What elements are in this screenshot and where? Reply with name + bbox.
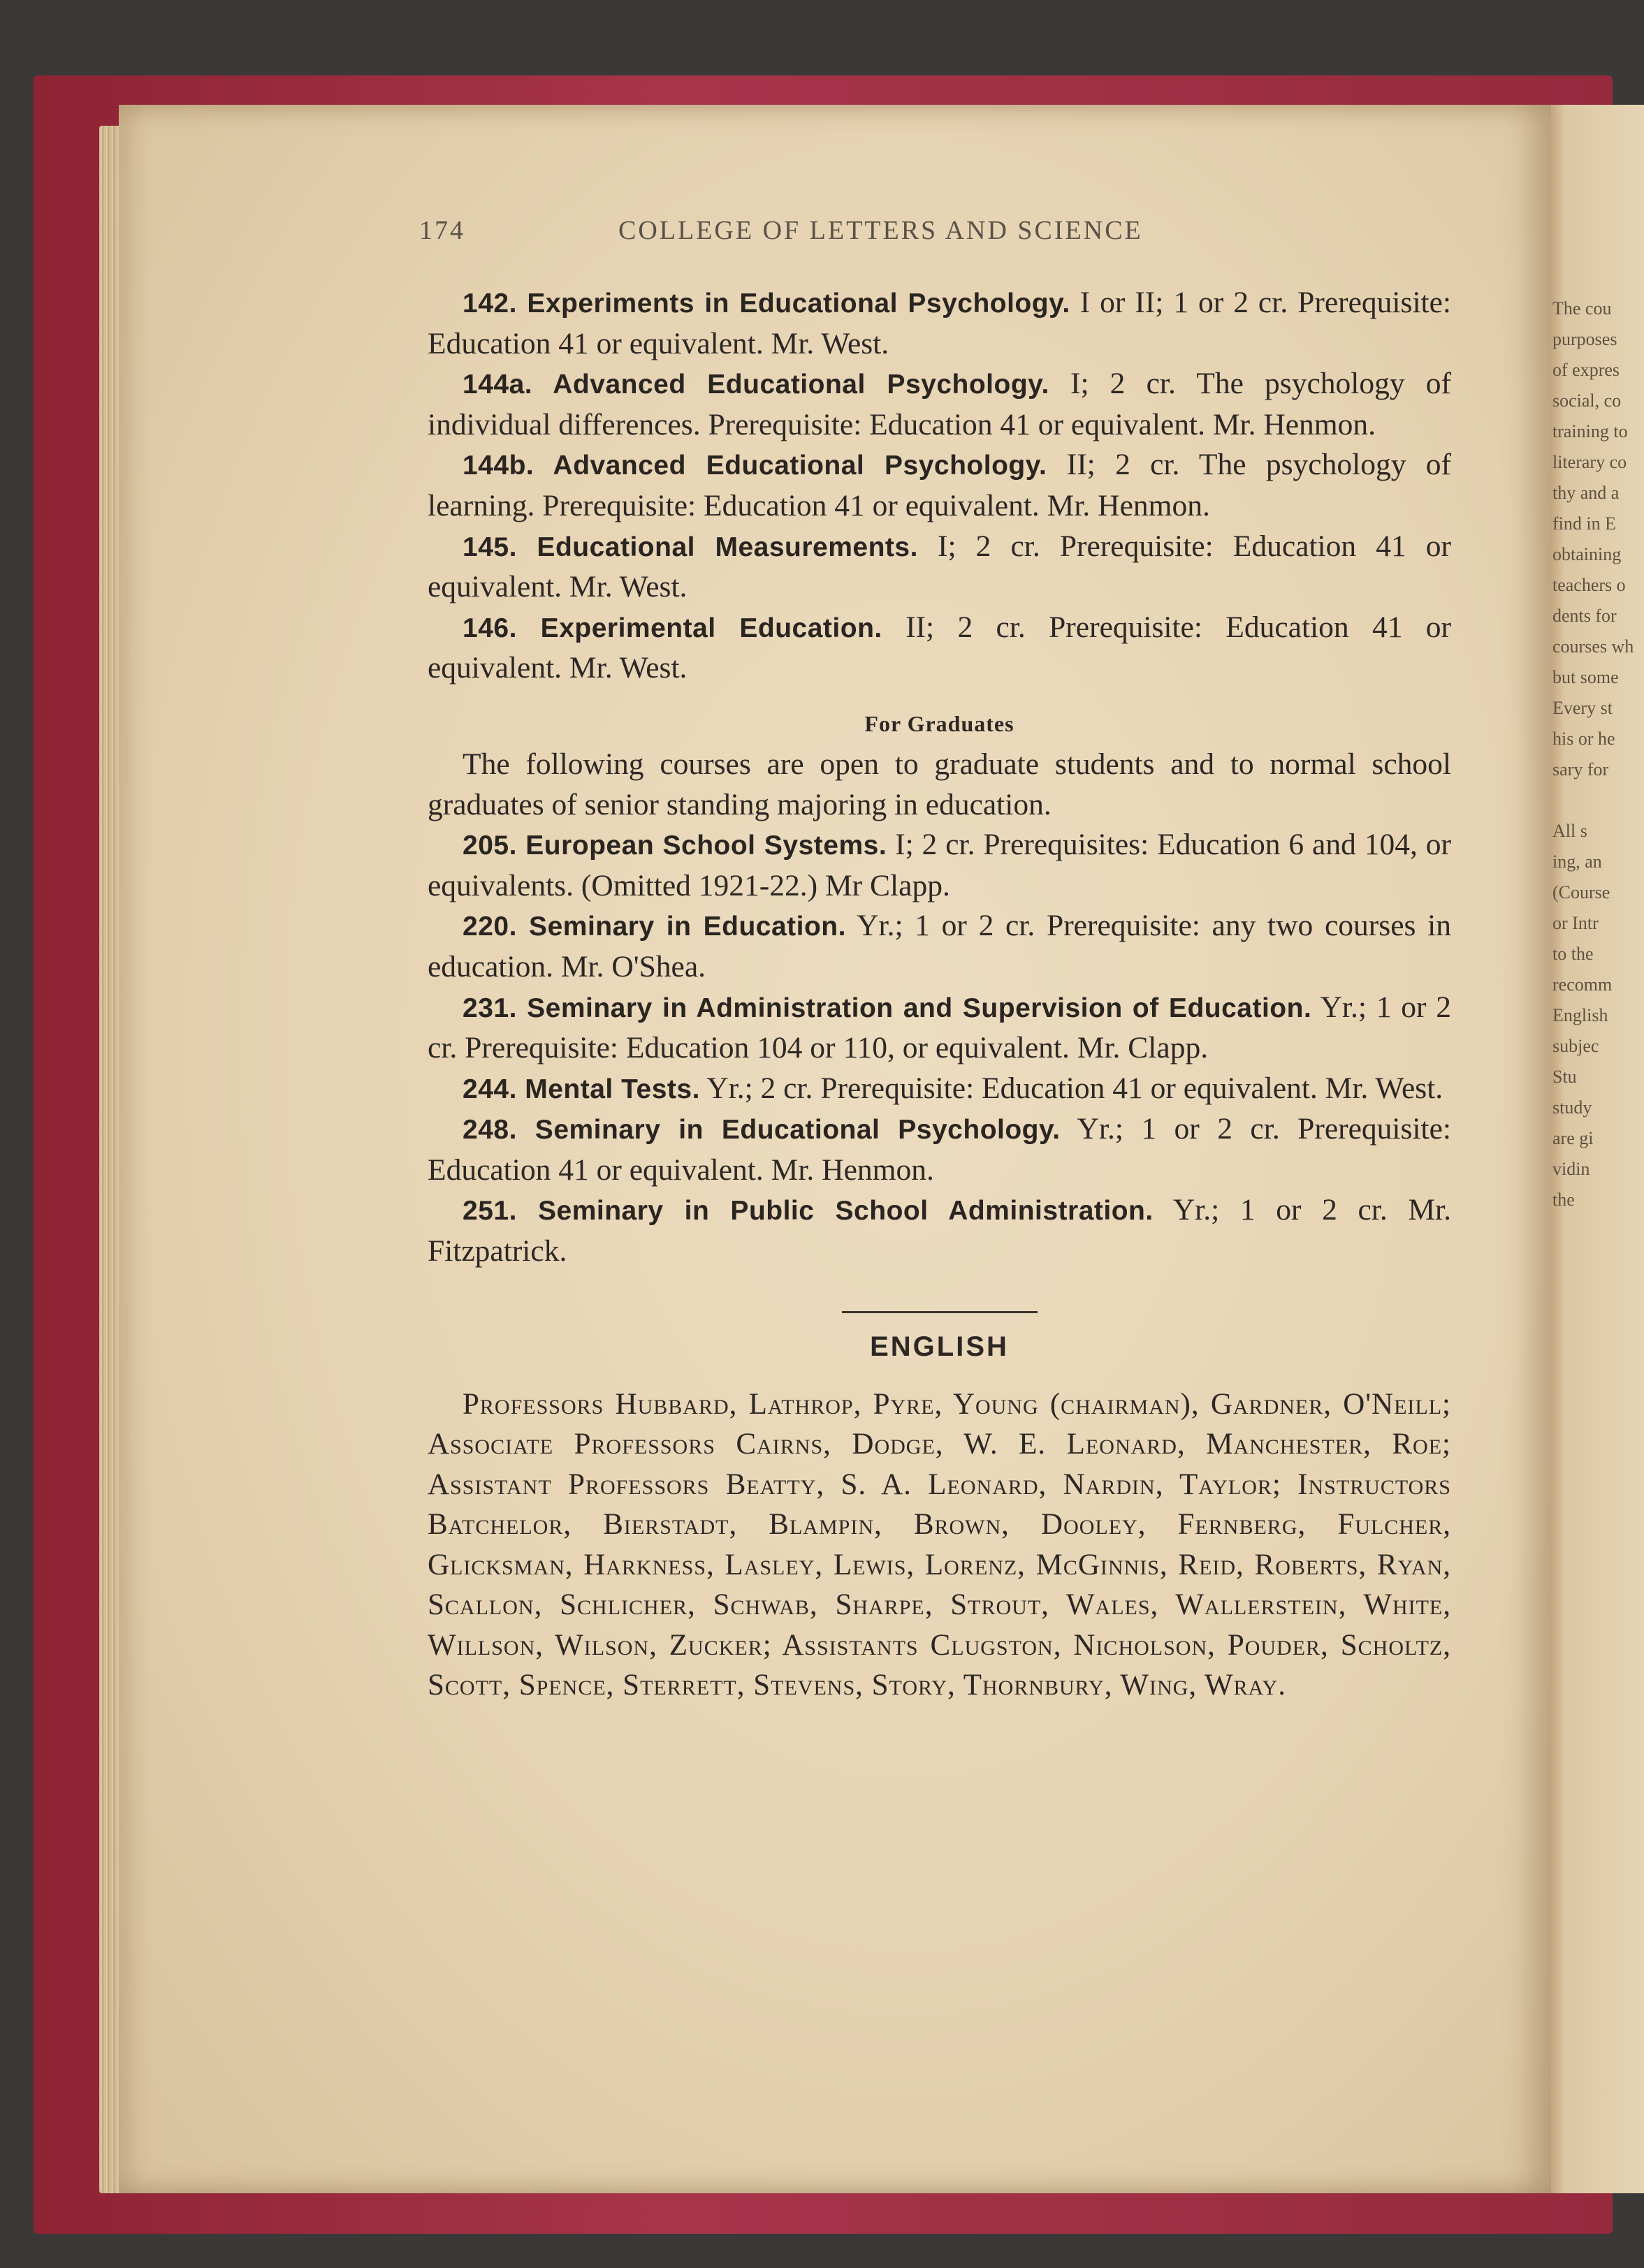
graduates-heading: For Graduates xyxy=(864,710,1014,736)
facing-page-line: Every st xyxy=(1552,698,1613,718)
course-description: Yr.; 1 or 2 cr. Prerequisite: Education 41 or equivalent. Mr. Henmon. xyxy=(428,1112,1451,1187)
facing-page-line: of expres xyxy=(1552,360,1620,380)
course-entry xyxy=(428,364,1451,445)
facing-page-line: All s xyxy=(1552,821,1587,841)
course-entry xyxy=(428,283,1451,364)
course-entry xyxy=(428,1190,1451,1271)
course-description: Yr.; 2 cr. Prerequisite: Education 41 or equivalent. Mr. West. xyxy=(706,1071,1443,1105)
section-divider xyxy=(842,1311,1038,1313)
course-title: 144b. Advanced Educational Psychology. xyxy=(463,451,1047,481)
facing-page-line: recomm xyxy=(1552,974,1613,995)
running-head xyxy=(419,215,1453,251)
course-entry xyxy=(428,988,1451,1069)
facing-page-line: courses wh xyxy=(1552,636,1634,657)
course-description: Yr.; 1 or 2 cr. Mr. Fitzpatrick. xyxy=(428,1193,1452,1268)
course-title: 146. Experimental Education. xyxy=(463,613,882,643)
course-entry xyxy=(428,608,1451,689)
facing-page-line: dents for xyxy=(1552,606,1617,626)
facing-page-line: but some xyxy=(1552,667,1619,687)
course-title: 205. European School Systems. xyxy=(463,831,887,861)
course-entry xyxy=(428,1109,1451,1190)
graduates-intro: The following courses are open to graduate students and to normal school graduates of senior standing majoring in education. xyxy=(428,747,1451,821)
course-description: I or II; 1 or 2 cr. Prerequisite: Education 41 or equivalent. Mr. West. xyxy=(428,286,1452,360)
facing-page-line: (Course xyxy=(1552,882,1610,902)
course-description: II; 2 cr. Prerequisite: Education 41 or equivalent. Mr. West. xyxy=(428,610,1451,685)
facing-page-line: purposes xyxy=(1552,329,1617,349)
facing-page-line: training to xyxy=(1552,421,1628,441)
course-title: 144a. Advanced Educational Psychology. xyxy=(463,370,1049,400)
course-entry xyxy=(428,906,1451,987)
course-entry xyxy=(428,445,1451,526)
course-entry xyxy=(428,527,1451,608)
course-description: II; 2 cr. The psychology of learning. Prerequisite: Education 41 or equivalent. Mr. Henmon. xyxy=(428,448,1452,522)
facing-page-line: the xyxy=(1552,1190,1575,1210)
facing-page-line: vidin xyxy=(1552,1159,1590,1179)
course-title: 251. Seminary in Public School Administration. xyxy=(463,1196,1154,1227)
facing-page-line: thy and a xyxy=(1552,483,1620,503)
facing-page-text xyxy=(1552,293,1644,1970)
facing-page-line: literary co xyxy=(1552,452,1627,472)
course-title: 142. Experiments in Educational Psychology. xyxy=(463,288,1070,319)
facing-page-line: ing, an xyxy=(1552,851,1602,872)
course-title: 220. Seminary in Education. xyxy=(463,912,846,942)
course-description: I; 2 cr. The psychology of individual differences. Prerequisite: Education 41 or equivalent. Mr. Henmon. xyxy=(428,367,1452,441)
education-course-list xyxy=(428,283,1451,689)
facing-page-line: study xyxy=(1552,1097,1592,1118)
course-description: Yr.; 1 or 2 cr. Prerequisite: Education 104 or 110, or equivalent. Mr. Clapp. xyxy=(428,990,1451,1065)
course-entry xyxy=(428,1069,1451,1110)
facing-page-line: are gi xyxy=(1552,1128,1594,1148)
page-body xyxy=(428,283,1451,1706)
course-title: 145. Educational Measurements. xyxy=(463,532,918,562)
facing-page-line: sary for xyxy=(1552,759,1609,780)
course-title: 244. Mental Tests. xyxy=(463,1074,700,1104)
facing-page-line: teachers o xyxy=(1552,575,1626,595)
facing-page-line: to the xyxy=(1552,944,1594,964)
course-title: 248. Seminary in Educational Psychology. xyxy=(463,1115,1061,1146)
course-description: I; 2 cr. Prerequisite: Education 41 or equivalent. Mr. West. xyxy=(428,529,1451,604)
facing-page-line: find in E xyxy=(1552,513,1616,534)
facing-page-line: or Intr xyxy=(1552,913,1599,933)
facing-page-line: The cou xyxy=(1552,298,1612,319)
english-heading: ENGLISH xyxy=(870,1331,1009,1362)
facing-page-line: social, co xyxy=(1552,390,1622,411)
english-faculty-list: Professors Hubbard, Lathrop, Pyre, Young (chairman), Gardner, O'Neill; Associate Professors Cairns, Dodge, W. E. Leonard, Manchester, Roe; Assistant Professors Beatty, S. A. Leonard, Nardin, Taylor; Instructors Batchelor, Bierstadt, Blampin, Brown, Dooley, Fernberg, Fulcher, Glicksman, Harkness, Lasley, Lewis, Lorenz, McGinnis, Reid, Roberts, Ryan, Scallon, Schlicher, Schwab, Sharpe, Strout, Wales, Wallerstein, White, Willson, Wilson, Zucker; Assistants Clugston, Nicholson, Pouder, Scholtz, Scott, Spence, Sterrett, Stevens, Story, Thornbury, Wing, Wray. xyxy=(428,1387,1451,1702)
facing-page-line: obtaining xyxy=(1552,544,1622,564)
facing-page-line: English xyxy=(1552,1005,1608,1025)
facing-page-line: his or he xyxy=(1552,729,1615,749)
graduate-course-list xyxy=(428,825,1451,1272)
page-number: 174 xyxy=(419,216,465,245)
facing-page-line xyxy=(1552,785,1644,816)
course-description: I; 2 cr. Prerequisites: Education 6 and 104, or equivalents. (Omitted 1921-22.) Mr Clapp. xyxy=(428,828,1452,902)
running-head-title: COLLEGE OF LETTERS AND SCIENCE xyxy=(618,216,1143,245)
facing-page-line: subjec xyxy=(1552,1036,1599,1056)
course-entry xyxy=(428,825,1451,906)
course-description: Yr.; 1 or 2 cr. Prerequisite: any two courses in education. Mr. O'Shea. xyxy=(428,909,1451,983)
course-title: 231. Seminary in Administration and Supervision of Education. xyxy=(463,993,1312,1023)
facing-page-line: Stu xyxy=(1552,1067,1577,1087)
